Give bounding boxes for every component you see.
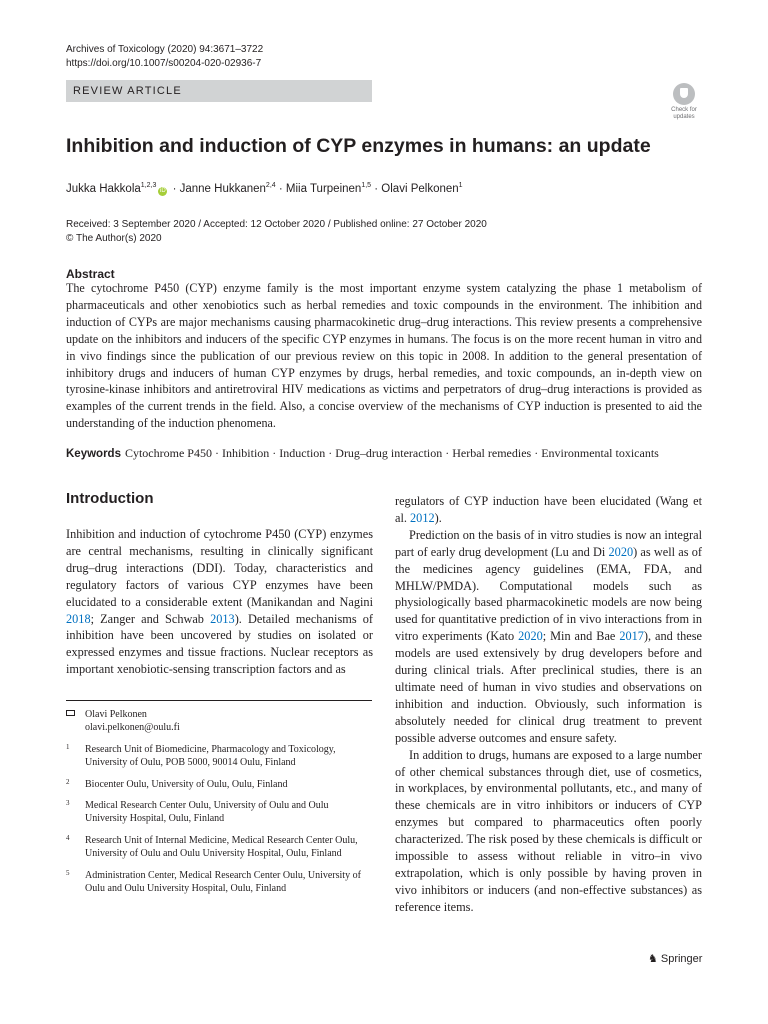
- affiliation-text: Biocenter Oulu, University of Oulu, Oulu, Finland: [85, 778, 288, 790]
- abstract-heading: Abstract: [66, 267, 115, 281]
- affiliation-number: 2: [66, 777, 70, 786]
- body-text: ), and these models are used extensively by drug developers before and during clinical trials. After preclinical studies, there is an ultimate need of human in vivo studies and observations on inhibition and induction. Obviously, such information is absolutely needed for clinical drug treatment to prevent possible adverse outcomes and ensure safety.: [395, 629, 703, 745]
- affiliation-text: Medical Research Center Oulu, University of Oulu and Oulu University Hospital, Oulu, Finland: [85, 800, 329, 825]
- copyright-line: © The Author(s) 2020: [66, 233, 162, 244]
- author-name[interactable]: Janne Hukkanen: [179, 182, 266, 195]
- affiliation-note: [66, 743, 372, 770]
- author-affiliation: 1: [458, 182, 463, 189]
- keywords: [66, 445, 706, 462]
- body-column-left: [66, 526, 373, 678]
- chess-knight-icon: ♞: [648, 953, 658, 965]
- author-affiliation: 1,2,3: [140, 182, 157, 189]
- section-heading-introduction: Introduction: [66, 490, 154, 507]
- affiliation-text: Research Unit of Internal Medicine, Medical Research Center Oulu, University of Oulu and Oulu University Hospital, Oulu, Finland: [85, 834, 358, 860]
- abstract-text: The cytochrome P450 (CYP) enzyme family is the most important enzyme system catalyzing the phase 1 metabolism of pharmaceuticals and other xenobiotics such as herbal remedies and toxic compounds in the environment. The inhibition and induction of CYPs are major mechanisms causing pharmacokinetic drug–drug interactions. This review presents a comprehensive update on the inhibitors and inducers of the specific CYP enzymes in humans. The focus is on the more recent human in vitro and in vivo findings since the publication of our previous review on this topic in 2008. In addition to the general presentation of inhibitory drugs and inducers of human CYP enzymes by drugs, herbal remedies, and toxic compounds, an in-depth view on tyrosine-kinase inhibitors and antiretroviral HIV medications as victims and perpetrators of drug–drug interactions is provided as examples of the current trends in the field. Also, a concise overview of the mechanisms of CYP induction is presented to aid the understanding of the induction phenomena.: [66, 281, 702, 431]
- body-text: ; Min and Bae: [542, 629, 620, 644]
- affiliation-number: 5: [66, 868, 70, 877]
- paper-title: Inhibition and induction of CYP enzymes in humans: an update: [66, 135, 651, 157]
- affiliation-number: 3: [66, 799, 70, 808]
- author-separator: ·: [169, 182, 180, 195]
- citation-link[interactable]: 2017: [619, 629, 644, 644]
- author-name[interactable]: Miia Turpeinen: [285, 182, 362, 195]
- check-updates-line1: Check for: [671, 107, 697, 113]
- correspondence-note: [66, 708, 372, 735]
- affiliation-text: Research Unit of Biomedicine, Pharmacology and Toxicology, University of Oulu, POB 5000, 90014 Oulu, Finland: [85, 743, 336, 769]
- article-type-banner: REVIEW ARTICLE: [66, 80, 372, 102]
- body-text: ; Zanger and Schwab: [90, 611, 211, 626]
- check-updates-line2: updates: [673, 114, 695, 120]
- envelope-icon: [66, 710, 75, 716]
- correspondence-name: Olavi Pelkonen: [85, 709, 147, 720]
- footnotes: [66, 708, 372, 903]
- doi-link[interactable]: https://doi.org/10.1007/s00204-020-02936-7: [66, 58, 262, 69]
- author-affiliation: 2,4: [265, 182, 276, 189]
- author-separator: ·: [371, 182, 382, 195]
- publisher-name: Springer: [660, 953, 703, 965]
- body-text: regulators of CYP induction have been elucidated (Wang et al.: [395, 494, 702, 525]
- footnote-divider: [66, 700, 372, 701]
- dates-line: Received: 3 September 2020 / Accepted: 12 October 2020 / Published online: 27 October 2020: [66, 219, 487, 230]
- affiliation-note: [66, 834, 372, 861]
- correspondence-email[interactable]: olavi.pelkonen@oulu.fi: [85, 722, 180, 734]
- author-affiliation: 1,5: [361, 182, 372, 189]
- publisher-logo: [648, 952, 702, 966]
- body-text: ) as well as of the medicines agency guidelines (EMA, FDA, and MHLW/PMDA). Computational models such as physiologically based pharmacokinetic models are now being used for quantitative prediction of in vivo interactions from in vitro experiments (Kato: [395, 544, 702, 644]
- orcid-icon[interactable]: iD: [160, 187, 166, 194]
- intro-paragraph: In addition to drugs, humans are exposed to a large number of other chemical substances through diet, use of cosmetics, in workplaces, by environmental pollutants, etc., and many of these chemicals are in vitro inhibitors or inducers of CYP enzymes but compared to pharmaceutics often poorly characterized. The risk posed by these chemicals is difficult or impossible to assess without reliable in vitro–in vivo extrapolation, which is only possible by having proven in vivo inhibitors or inducers (and non-effective substances) as reference items.: [395, 747, 702, 914]
- body-text: ).: [434, 510, 442, 525]
- citation-link[interactable]: 2018: [66, 611, 91, 626]
- keywords-list: Cytochrome P450 · Inhibition · Induction · Drug–drug interaction · Herbal remedies · Environmental toxicants: [124, 446, 659, 460]
- bookmark-icon: [673, 83, 695, 105]
- affiliation-note: [66, 799, 372, 826]
- body-text: Inhibition and induction of cytochrome P450 (CYP) enzymes are central mechanisms, resulting in clinically significant drug–drug interactions (DDI). Today, characteristics and regulatory factors of various CYP enzymes have been elucidated to a considerable extent (Manikandan and Nagini: [66, 527, 373, 609]
- intro-paragraph: [395, 493, 702, 527]
- author-list: [66, 178, 463, 197]
- journal-header: [66, 43, 263, 71]
- keywords-label: Keywords: [66, 448, 121, 460]
- body-column-right: [395, 493, 702, 916]
- affiliation-number: 1: [66, 742, 70, 751]
- journal-citation: Archives of Toxicology (2020) 94:3671–3722: [66, 44, 264, 55]
- author-name[interactable]: Jukka Hakkola: [66, 182, 141, 195]
- citation-link[interactable]: 2020: [608, 544, 634, 559]
- check-for-updates-badge[interactable]: [664, 83, 704, 123]
- citation-link[interactable]: 2020: [518, 629, 543, 644]
- affiliation-note: [66, 778, 372, 791]
- citation-link[interactable]: 2013: [210, 611, 235, 626]
- author-separator: ·: [275, 182, 286, 195]
- affiliation-text: Administration Center, Medical Research Center Oulu, University of Oulu and Oulu University Hospital, Oulu, Finland: [85, 869, 361, 895]
- affiliation-note: [66, 869, 372, 896]
- citation-link[interactable]: 2012: [410, 510, 435, 525]
- affiliation-number: 4: [66, 833, 70, 842]
- intro-paragraph: [66, 526, 373, 678]
- intro-paragraph: [395, 527, 702, 747]
- body-text: Prediction on the basis of in vitro studies is now an integral part of early drug development (Lu and Di: [395, 527, 702, 559]
- author-name[interactable]: Olavi Pelkonen: [381, 182, 459, 195]
- body-text: ). Detailed mechanisms of inhibition have been uncovered by studies on isolated or expressed enzymes and tissue fractions. Nuclear receptors as important xenobiotic-sensing transcription factors and as: [66, 611, 373, 677]
- publication-dates: [66, 218, 487, 246]
